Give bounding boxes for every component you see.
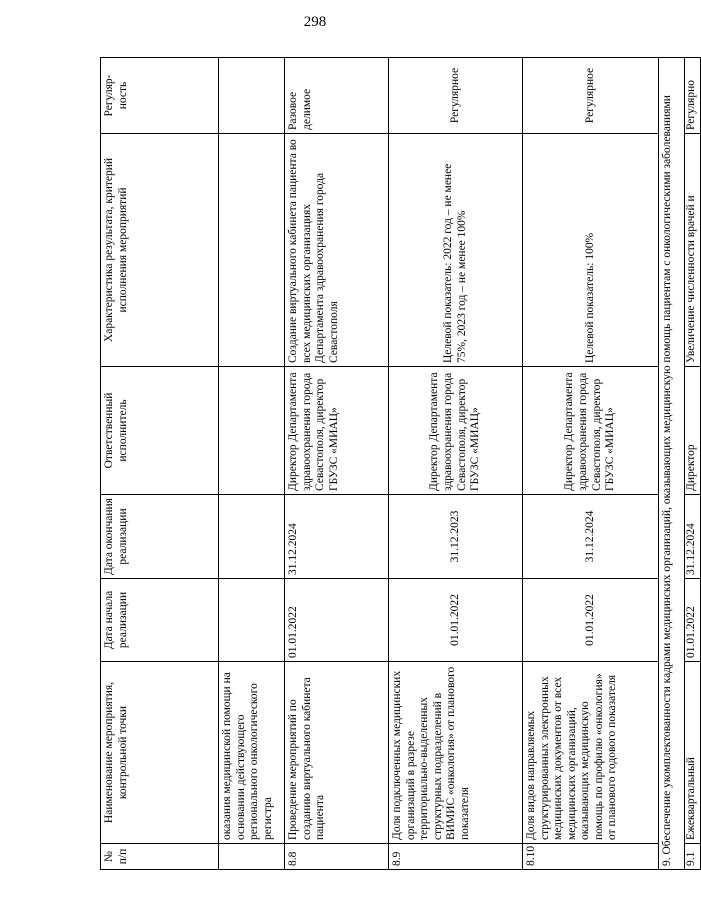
cell-result: Целевой показатель: 2022 год – не менее 75%, 2023 год – не менее 100% — [389, 134, 523, 367]
cell-num: 8.10 — [523, 844, 659, 870]
header-end: Дата окончания реализации — [101, 495, 219, 579]
activities-table — [100, 57, 701, 870]
cell-num: 9.1 — [685, 844, 701, 870]
header-start: Дата начала реализации — [101, 579, 219, 662]
table-row — [389, 58, 523, 870]
cell-end: 31.12.2024 — [685, 495, 701, 579]
table-row — [523, 58, 659, 870]
table-header-row — [101, 58, 219, 870]
cell-end: 31.12.2023 — [389, 495, 523, 579]
section-9-heading: 9. Обеспечение укомплектованности кадрами медицинских организаций, оказывающих медицинскую помощь пациентам с онкологическими заболеваниями — [659, 58, 685, 870]
cell-regularity: Разовое делимое — [285, 58, 389, 134]
cell-responsible: Директор Департамента здравоохранения города Севастополя, директор ГБУЗС «МИАЦ» — [285, 367, 389, 495]
cell-start: 01.01.2022 — [285, 579, 389, 662]
cell-regularity — [219, 58, 285, 134]
page-number: 298 — [303, 14, 327, 30]
header-result: Характеристика результата, критерий исполнения мероприятий — [101, 134, 219, 367]
cell-end — [219, 495, 285, 579]
cell-end: 31.12.2024 — [523, 495, 659, 579]
cell-name: Ежеквартальный — [685, 662, 701, 844]
rotated-table-container — [100, 58, 697, 870]
header-name: Наименование мероприятия, контрольной точки — [101, 662, 219, 844]
cell-start: 01.01.2022 — [523, 579, 659, 662]
cell-result: Увеличение численности врачей и — [685, 134, 701, 367]
cell-start: 01.01.2022 — [685, 579, 701, 662]
section-row — [659, 58, 685, 870]
table-row — [285, 58, 389, 870]
cell-name: Доля подключенных медицинских организаций в разрезе территориально-выделенных структурных подразделений в ВИМИС «онкология» от планового показателя — [389, 662, 523, 844]
cell-end: 31.12.2024 — [285, 495, 389, 579]
cell-name: Доля видов направляемых структурированных электронных медицинских документов от всех медицинских организаций, оказывающих медицинскую помощь по профилю «онкология» от планового годового показателя — [523, 662, 659, 844]
cell-responsible: Директор — [685, 367, 701, 495]
cell-name: оказания медицинской помощи на основании действующего регионального онкологического регистра — [219, 662, 285, 844]
table-row-continuation — [219, 58, 285, 870]
cell-regularity: Регулярно — [685, 58, 701, 134]
cell-result: Создание виртуального кабинета пациента во всех медицинских организациях Департамента здравоохранения города Севастополя — [285, 134, 389, 367]
cell-start — [219, 579, 285, 662]
table-row — [685, 58, 701, 870]
cell-name: Проведение мероприятий по созданию виртуального кабинета пациента — [285, 662, 389, 844]
cell-result: Целевой показатель: 100% — [523, 134, 659, 367]
cell-num: 8.8 — [285, 844, 389, 870]
cell-result — [219, 134, 285, 367]
cell-num — [219, 844, 285, 870]
header-num: № п/п — [101, 844, 219, 870]
cell-num: 8.9 — [389, 844, 523, 870]
cell-regularity: Регулярное — [523, 58, 659, 134]
header-regularity: Регуляр-ность — [101, 58, 219, 134]
cell-responsible: Директор Департамента здравоохранения города Севастополя, директор ГБУЗС «МИАЦ» — [523, 367, 659, 495]
header-responsible: Ответственный исполнитель — [101, 367, 219, 495]
cell-start: 01.01.2022 — [389, 579, 523, 662]
cell-responsible — [219, 367, 285, 495]
cell-responsible: Директор Департамента здравоохранения города Севастополя, директор ГБУЗС «МИАЦ» — [389, 367, 523, 495]
cell-regularity: Регулярное — [389, 58, 523, 134]
